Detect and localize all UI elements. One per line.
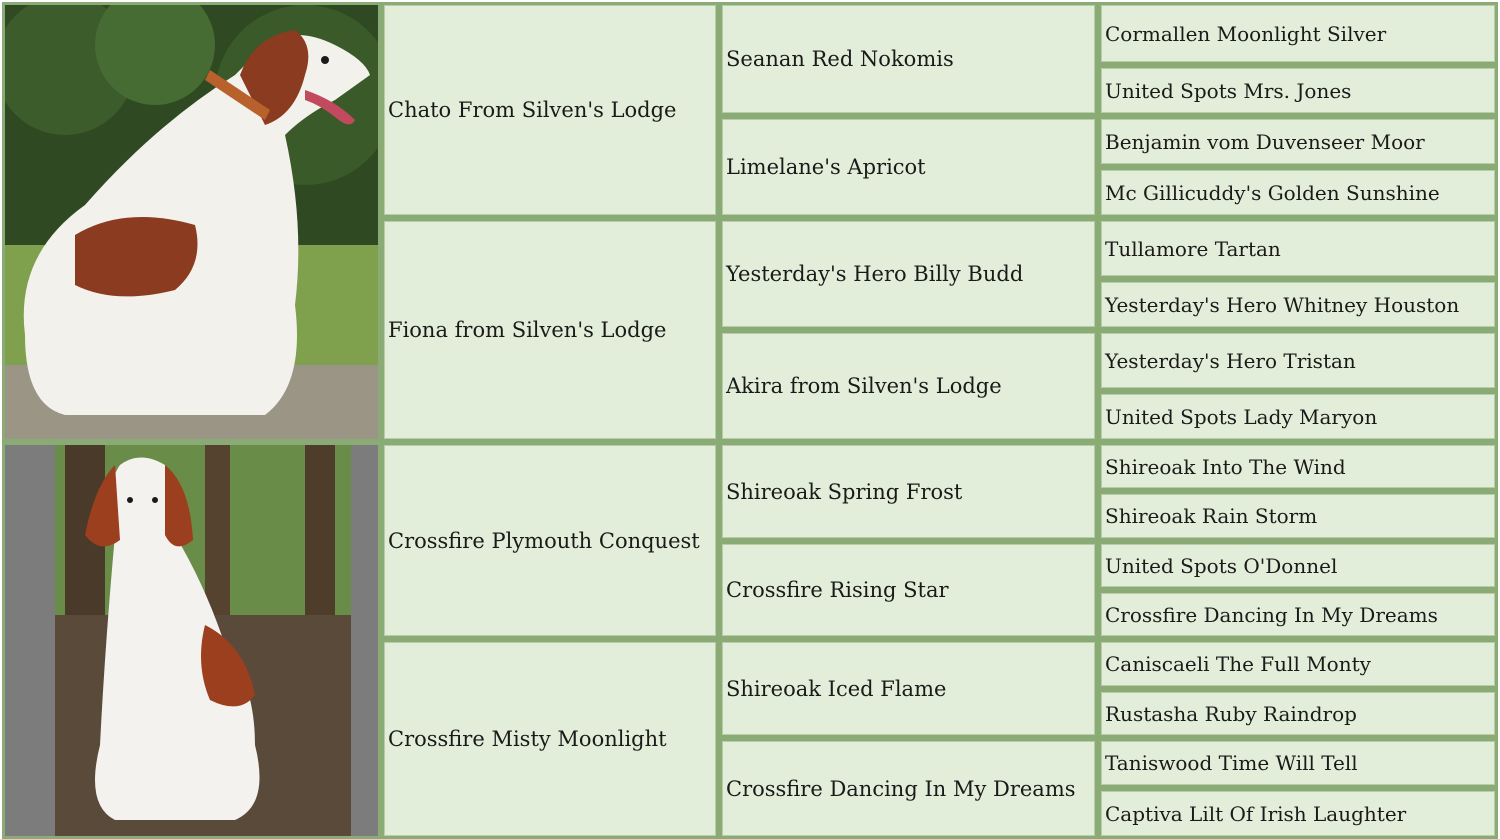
pedigree-cell-g3 — [1098, 330, 1498, 391]
pedigree-cell-g2 — [719, 541, 1098, 639]
g2-name: Limelane's Apricot — [726, 155, 926, 179]
pedigree-cell-g3 — [1098, 279, 1498, 330]
g3-name: Yesterday's Hero Tristan — [1105, 348, 1356, 373]
g2-name: Crossfire Rising Star — [726, 578, 949, 602]
pedigree-cell-g2 — [719, 330, 1098, 442]
pedigree-cell-sire2 — [381, 442, 719, 639]
pedigree-cell-g3 — [1098, 167, 1498, 218]
g3-name: Shireoak Rain Storm — [1105, 504, 1318, 528]
g2-name: Akira from Silven's Lodge — [726, 374, 1002, 398]
pedigree-cell-g3 — [1098, 65, 1498, 116]
g2-name: Seanan Red Nokomis — [726, 47, 954, 71]
pedigree-cell-g3 — [1098, 391, 1498, 442]
g3-name: United Spots Mrs. Jones — [1105, 78, 1352, 103]
sire2-name: Crossfire Plymouth Conquest — [388, 528, 700, 553]
g2-name: Shireoak Iced Flame — [726, 676, 947, 701]
g3-name: Crossfire Dancing In My Dreams — [1105, 602, 1438, 627]
pedigree-cell-g2 — [719, 639, 1098, 738]
pedigree-cell-dam — [381, 218, 719, 442]
sire-name: Chato From Silven's Lodge — [388, 98, 677, 122]
g3-name: Cormallen Moonlight Silver — [1105, 21, 1387, 46]
g3-name: Shireoak Into The Wind — [1105, 454, 1346, 479]
g3-name: Yesterday's Hero Whitney Houston — [1105, 292, 1460, 317]
pedigree-cell-g3 — [1098, 639, 1498, 689]
pedigree-cell-g2 — [719, 2, 1098, 116]
dam-name: Fiona from Silven's Lodge — [388, 318, 667, 342]
dam2-name: Crossfire Misty Moonlight — [388, 727, 667, 751]
sire-photo — [2, 2, 381, 442]
g3-name: Benjamin vom Duvenseer Moor — [1105, 129, 1425, 154]
pedigree-cell-g3 — [1098, 116, 1498, 167]
pedigree-cell-g2 — [719, 116, 1098, 218]
pedigree-cell-g3 — [1098, 738, 1498, 788]
pedigree-cell-g3 — [1098, 491, 1498, 541]
pedigree-cell-g3 — [1098, 541, 1498, 590]
g3-name: United Spots Lady Maryon — [1105, 404, 1378, 429]
pedigree-cell-g2 — [719, 442, 1098, 541]
g3-name: United Spots O'Donnel — [1105, 553, 1338, 578]
pedigree-cell-g3 — [1098, 218, 1498, 279]
pedigree-cell-dam2 — [381, 639, 719, 839]
pedigree-cell-g3 — [1098, 689, 1498, 738]
setter-sitting-image — [5, 5, 378, 439]
g3-name: Tullamore Tartan — [1105, 236, 1281, 261]
g2-name: Yesterday's Hero Billy Budd — [726, 262, 1024, 286]
g3-name: Rustasha Ruby Raindrop — [1105, 701, 1357, 726]
g3-name: Captiva Lilt Of Irish Laughter — [1105, 801, 1407, 826]
pedigree-cell-g3 — [1098, 2, 1498, 65]
pedigree-cell-g3 — [1098, 442, 1498, 491]
setter-forest-image — [5, 445, 378, 836]
g3-name: Caniscaeli The Full Monty — [1105, 652, 1371, 676]
pedigree-cell-g2 — [719, 738, 1098, 839]
g3-name: Taniswood Time Will Tell — [1105, 751, 1358, 775]
pedigree-cell-g2 — [719, 218, 1098, 330]
pedigree-cell-g3 — [1098, 788, 1498, 839]
g2-name: Crossfire Dancing In My Dreams — [726, 776, 1076, 801]
pedigree-cell-sire — [381, 2, 719, 218]
g3-name: Mc Gillicuddy's Golden Sunshine — [1105, 180, 1440, 205]
pedigree-cell-g3 — [1098, 590, 1498, 639]
g2-name: Shireoak Spring Frost — [726, 479, 963, 504]
dam-photo — [2, 442, 381, 839]
